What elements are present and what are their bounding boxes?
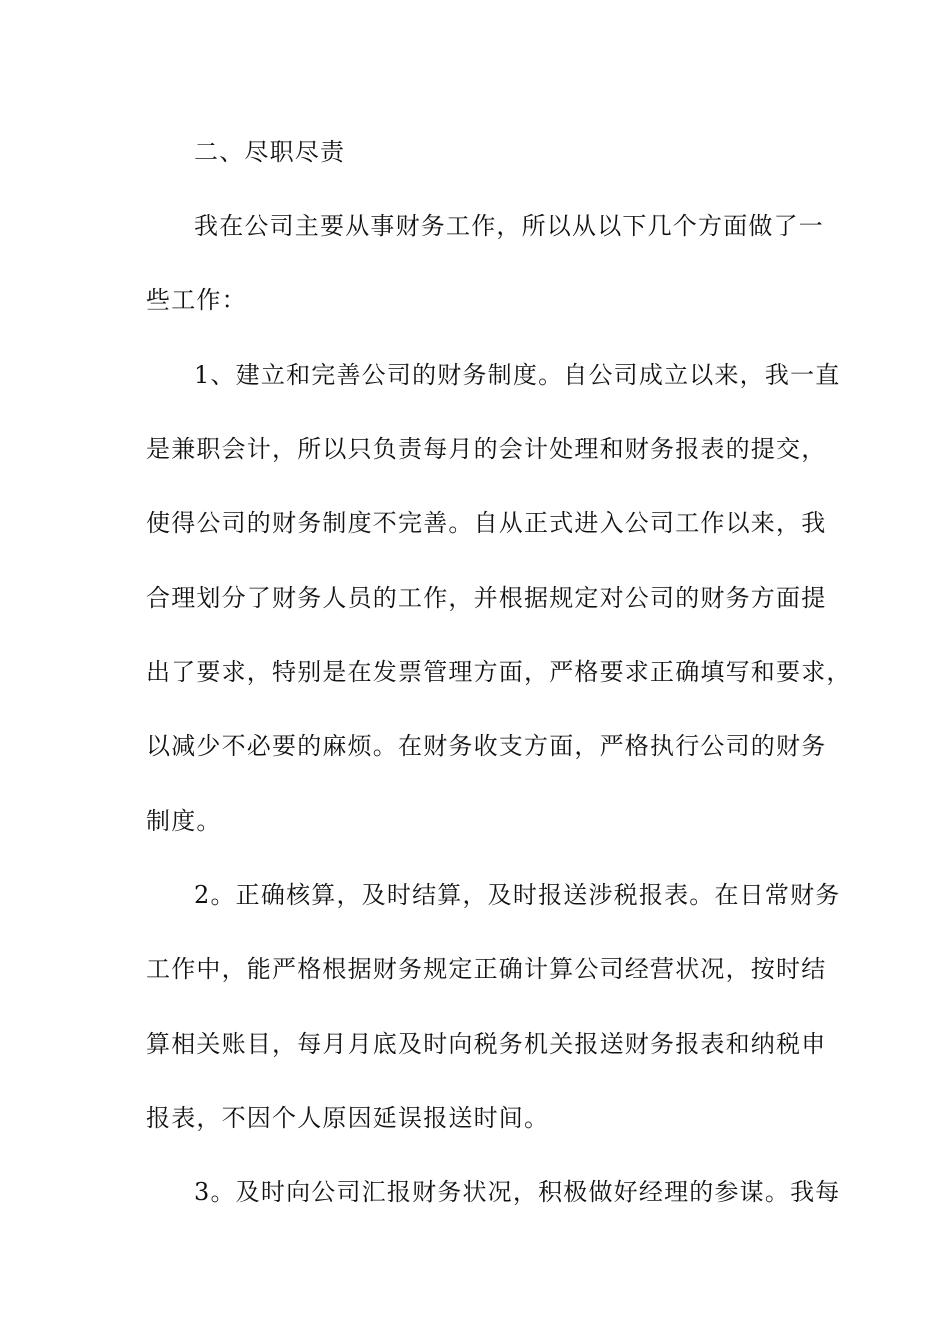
paragraph-line: 3。及时向公司汇报财务状况，积极做好经理的参谋。我每 [194,1178,841,1206]
paragraph-line: 报表，不因个人原因延误报送时间。 [146,1104,550,1132]
paragraph-line: 工作中，能严格根据财务规定正确计算公司经营状况，按时结 [146,955,827,983]
paragraph-line: 1、建立和完善公司的财务制度。自公司成立以来，我一直 [194,361,841,389]
section-heading: 二、尽职尽责 [194,138,346,166]
paragraph-line: 使得公司的财务制度不完善。自从正式进入公司工作以来，我 [146,509,827,537]
paragraph-line: 算相关账目，每月月底及时向税务机关报送财务报表和纳税申 [146,1030,827,1058]
paragraph-line: 制度。 [146,807,222,835]
paragraph-line: 我在公司主要从事财务工作，所以从以下几个方面做了一 [194,212,824,240]
paragraph-line: 2。正确核算，及时结算，及时报送涉税报表。在日常财务 [194,881,841,909]
paragraph-line: 以减少不必要的麻烦。在财务收支方面，严格执行公司的财务 [146,732,827,760]
paragraph-line: 合理划分了财务人员的工作，并根据规定对公司的财务方面提 [146,584,827,612]
paragraph-line: 些工作： [146,286,247,314]
paragraph-line: 是兼职会计，所以只负责每月的会计处理和财务报表的提交， [146,435,827,463]
paragraph-line: 出了要求，特别是在发票管理方面，严格要求正确填写和要求， [146,658,852,686]
